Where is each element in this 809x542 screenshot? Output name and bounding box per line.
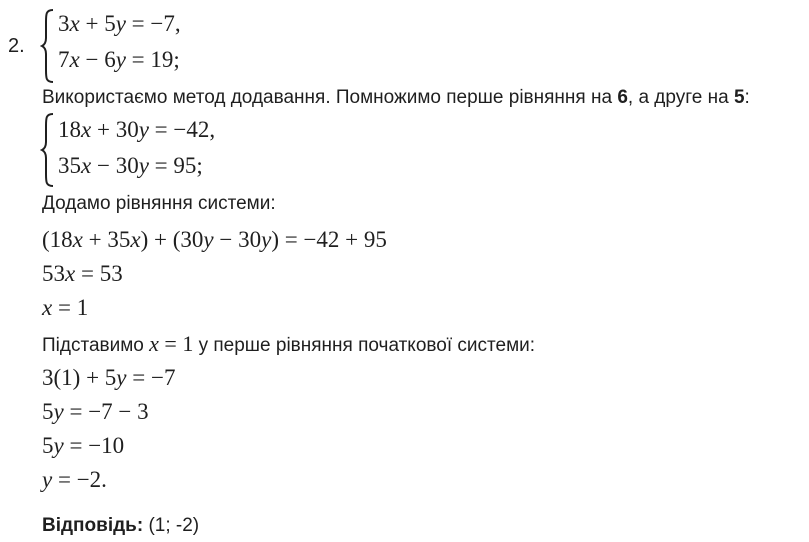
system-2-equation-1: 18x + 30y = −42, <box>58 117 216 142</box>
factor-1: 6 <box>617 87 628 108</box>
step-53x: 53x = 53 <box>42 261 123 286</box>
method-text-end: : <box>744 87 750 108</box>
system-1-equation-2: 7x − 6y = 19; <box>58 47 180 72</box>
substitute-math: x = 1 <box>149 331 194 356</box>
system-2-equation-2: 35x − 30y = 95; <box>58 153 203 178</box>
step-5y-minus: 5y = −7 − 3 <box>42 399 149 424</box>
left-brace-system-2 <box>40 112 56 188</box>
answer <box>42 514 199 538</box>
step-substituted: 3(1) + 5y = −7 <box>42 365 176 390</box>
system-1-equation-1: 3x + 5y = −7, <box>58 11 181 36</box>
substitute-text-before: Підставимо <box>42 335 150 356</box>
answer-value: (1; -2) <box>143 515 200 536</box>
left-brace-system-1 <box>40 8 56 84</box>
problem-number: 2. <box>8 35 25 57</box>
method-description <box>42 86 750 110</box>
factor-2: 5 <box>733 87 745 108</box>
method-text: Використаємо метод додавання. Помножимо перше рівняння на <box>42 87 618 108</box>
step-x-value: x = 1 <box>42 295 89 320</box>
substitute-description <box>42 330 535 358</box>
answer-label: Відповідь: <box>42 515 144 536</box>
method-text-mid: , а друге на <box>627 87 734 108</box>
add-equations-text: Додамо рівняння системи: <box>42 193 276 214</box>
step-sum-equation: (18x + 35x) + (30y − 30y) = −42 + 95 <box>42 227 387 252</box>
step-y-value: y = −2. <box>42 467 107 492</box>
substitute-text-after: у перше рівняння початкової системи: <box>193 335 536 356</box>
step-5y-value: 5y = −10 <box>42 433 125 458</box>
